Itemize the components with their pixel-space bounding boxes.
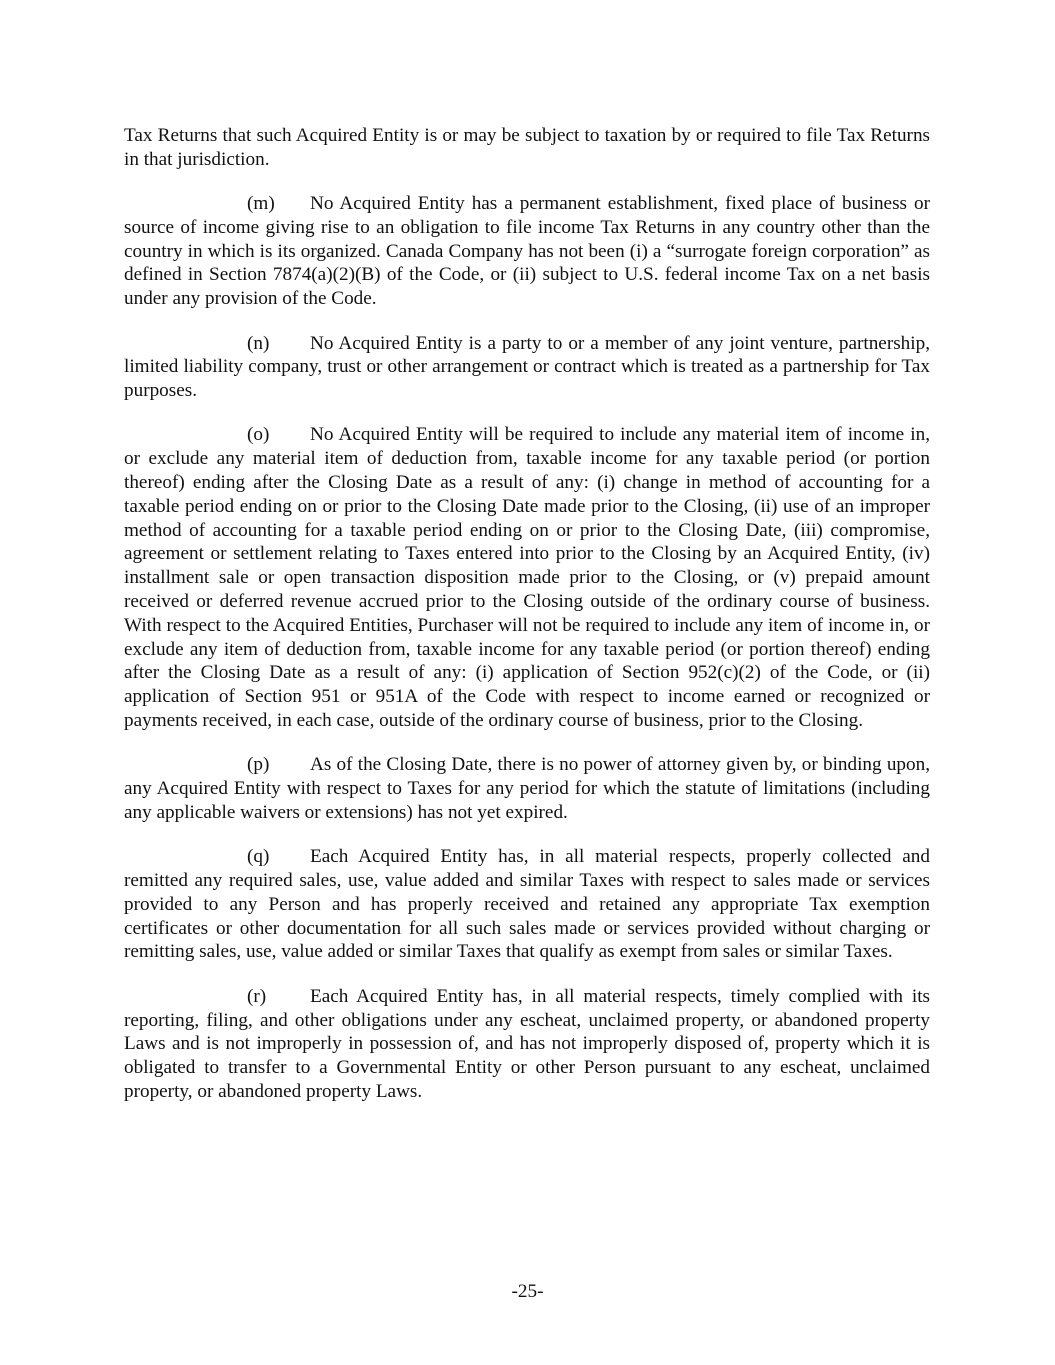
section-o-text: No Acquired Entity will be required to include any material item of income in, or exclude any material item of deduction from, taxable income for any taxable period (or portion thereof) ending after the Closing Date as a result of any: (i) change in method of accounting for a taxable period ending on or prior to the Closing Date made prior to the Closing, (ii) use of an improper method of accounting for a taxable period ending on or prior to the Closing Date, (iii) compromise, agreement or settlement relating to Taxes entered into prior to the Closing by an Acquired Entity, (iv) installment sale or open transaction disposition made prior to the Closing, or (v) prepaid amount received or deferred revenue accrued prior to the Closing outside of the ordinary course of business. With respect to the Acquired Entities, Purchaser will not be required to include any item of income in, or exclude any item of deduction from, taxable income for any taxable period (or portion thereof) ending after the Closing Date as a result of any: (i) application of Section 952(c)(2) of the Code, or (ii) application of Section 951 or 951A of the Code with respect to income earned or recognized or payments received, in each case, outside of the ordinary course of business, prior to the Closing. bbox=[124, 424, 930, 732]
section-q-paragraph bbox=[124, 845, 930, 964]
section-n-paragraph bbox=[124, 332, 930, 403]
section-m-label: (m) bbox=[247, 193, 275, 215]
section-m-text: No Acquired Entity has a permanent establishment, fixed place of business or source of income giving rise to an obligation to file income Tax Returns in any country other than the country in which is its organized. Canada Company has not been (i) a “surrogate foreign corporation” as defined in Section 7874(a)(2)(B) of the Code, or (ii) subject to U.S. federal income Tax on a net basis under any provision of the Code. bbox=[124, 193, 930, 310]
continuation-paragraph: Tax Returns that such Acquired Entity is or may be subject to taxation by or required to file Tax Returns in that jurisdiction. bbox=[124, 125, 930, 170]
section-p-text: As of the Closing Date, there is no power of attorney given by, or binding upon, any Acquired Entity with respect to Taxes for any period for which the statute of limitations (including any applicable waivers or extensions) has not yet expired. bbox=[124, 754, 930, 823]
section-q-label: (q) bbox=[247, 846, 270, 868]
section-o-paragraph bbox=[124, 423, 930, 732]
section-p-label: (p) bbox=[247, 754, 270, 776]
document-page bbox=[124, 124, 930, 1124]
section-q-text: Each Acquired Entity has, in all material respects, properly collected and remitted any required sales, use, value added and similar Taxes with respect to sales made or services provided to any Person and has properly received and retained any appropriate Tax exemption certificates or other documentation for all such sales made or services provided without charging or remitting sales, use, value added or similar Taxes that qualify as exempt from sales or similar Taxes. bbox=[124, 846, 930, 963]
section-m-paragraph bbox=[124, 192, 930, 311]
section-r-label: (r) bbox=[247, 985, 267, 1007]
section-r-paragraph bbox=[124, 985, 930, 1104]
section-r-text: Each Acquired Entity has, in all material respects, timely complied with its reporting, filing, and other obligations under any escheat, unclaimed property, or abandoned property Laws and is not improperly in possession of, and has not improperly disposed of, property which it is obligated to transfer to a Governmental Entity or other Person pursuant to any escheat, unclaimed property, or abandoned property Laws. bbox=[124, 985, 930, 1102]
section-o-label: (o) bbox=[247, 424, 270, 446]
section-n-text: No Acquired Entity is a party to or a member of any joint venture, partnership, limited liability company, trust or other arrangement or contract which is treated as a partnership for Tax purposes. bbox=[124, 332, 930, 402]
page-number: -25- bbox=[511, 1281, 544, 1302]
section-n-label: (n) bbox=[247, 332, 270, 354]
section-p-paragraph bbox=[124, 753, 930, 824]
